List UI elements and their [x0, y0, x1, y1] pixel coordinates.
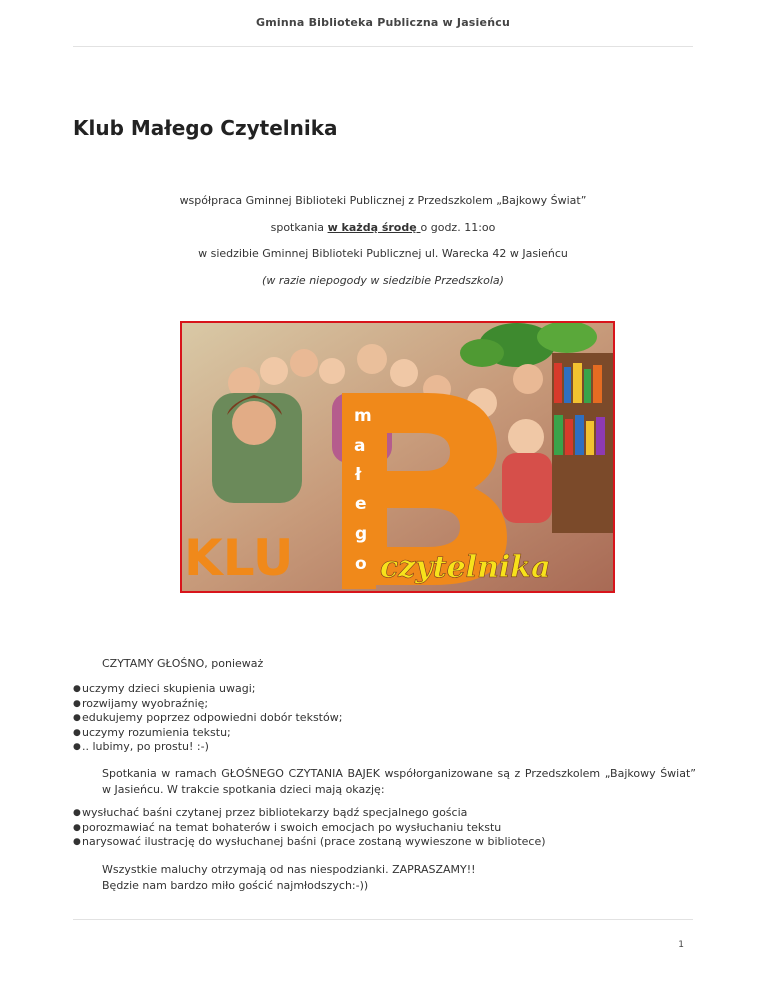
bullet-icon: ● [73, 808, 81, 818]
bullet-icon: ● [73, 713, 81, 723]
list-item: ●edukujemy poprzez odpowiedni dobór tekstów; [73, 711, 343, 724]
list-item: ●uczymy dzieci skupienia uwagi; [73, 682, 256, 695]
header-title: Gminna Biblioteka Publiczna w Jasieńcu [256, 16, 510, 29]
closing-greeting: Będzie nam bardzo miło gościć najmłodszych:-)) [102, 879, 369, 892]
reasons-list [73, 682, 342, 755]
bullet-icon: ● [73, 742, 81, 752]
schedule-day: w każdą środę [327, 221, 421, 234]
bookshelf [552, 353, 613, 533]
list-item: ●rozwijamy wyobraźnię; [73, 696, 209, 710]
list-item: ●uczymy rozumienia tekstu; [73, 725, 231, 739]
schedule-prefix: spotkania [270, 221, 328, 234]
vertical-letter-2: a [354, 436, 366, 456]
vertical-letter-1: m [354, 406, 372, 426]
list-item: ●narysować ilustrację do wysłuchanej baśni (prace zostaną wywieszone w bibliotece) [73, 835, 546, 848]
list-item: ●wysłuchać baśni czytanej przez bibliotekarzy bądź specjalnego gościa [73, 806, 468, 819]
meetings-paragraph: Spotkania w ramach GŁOŚNEGO CZYTANIA BAJEK współorganizowane są z Przedszkolem „Bajkowy Świat” w Jasieńcu. W trakcie spotkania dzieci mają okazję: [102, 767, 696, 796]
banner-graphic [182, 323, 613, 591]
banner-word-klub: KLU [184, 529, 294, 587]
intro-line-weather-note: (w razie niepogody w siedzibie Przedszkola) [262, 274, 504, 287]
vertical-letter-3: ł [355, 465, 362, 485]
page-number: 1 [678, 940, 684, 950]
footer-divider [73, 919, 693, 920]
page-header [73, 0, 693, 47]
list-item: ●porozmawiać na temat bohaterów i swoich emocjach po wysłuchaniu tekstu [73, 820, 502, 834]
list-item: ●.. lubimy, po prostu! :-) [73, 740, 209, 753]
closing-invitation: Wszystkie maluchy otrzymają od nas niespodzianki. ZAPRASZAMY!! [102, 863, 476, 876]
read-aloud-heading: CZYTAMY GŁOŚNO, ponieważ [102, 657, 264, 670]
bullet-icon: ● [73, 727, 81, 738]
vertical-letter-6: o [355, 554, 367, 574]
document-title: Klub Małego Czytelnika [73, 116, 338, 140]
banner-word-czytelnika: czytelnika [380, 550, 551, 585]
bullet-icon: ● [73, 837, 81, 847]
bullet-icon: ● [73, 822, 81, 833]
club-banner-image [180, 321, 615, 593]
schedule-time: o godz. 11:oo [420, 221, 496, 234]
intro-line-cooperation: współpraca Gminnej Biblioteki Publicznej z Przedszkolem „Bajkowy Świat” [179, 194, 587, 207]
activities-list [73, 806, 546, 850]
vertical-letter-5: g [355, 524, 368, 544]
vertical-letter-4: e [355, 494, 367, 514]
bullet-icon: ● [73, 684, 81, 694]
intro-line-location: w siedzibie Gminnej Biblioteki Publicznej ul. Warecka 42 w Jasieńcu [198, 247, 568, 260]
bullet-icon: ● [73, 698, 81, 709]
intro-line-schedule [73, 221, 693, 234]
